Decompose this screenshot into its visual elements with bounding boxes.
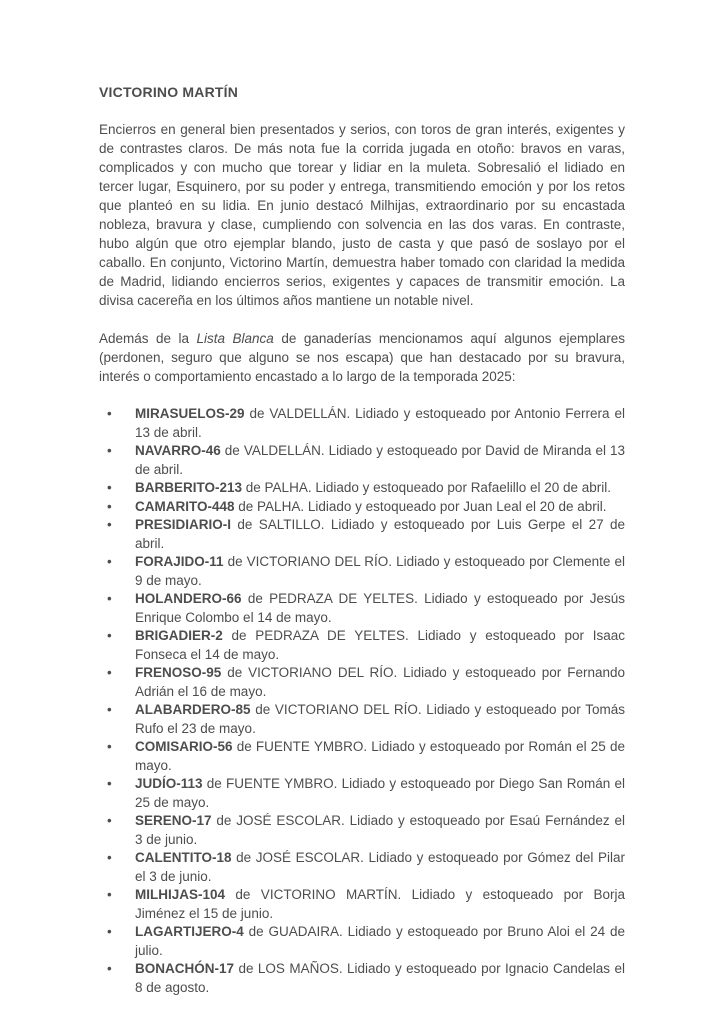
- bull-description: de JOSÉ ESCOLAR. Lidiado y estoqueado por Esaú Fernández el 3 de junio.: [135, 813, 625, 847]
- bull-description: de VICTORIANO DEL RÍO. Lidiado y estoqueado por Tomás Rufo el 23 de mayo.: [135, 702, 625, 736]
- paragraph2-text-before: Además de la: [99, 331, 197, 346]
- list-item: [107, 886, 625, 923]
- list-item: [107, 442, 625, 479]
- bull-name: COMISARIO-56: [135, 739, 233, 754]
- list-item: [107, 849, 625, 886]
- list-item: [107, 627, 625, 664]
- bull-description: de VALDELLÁN. Lidiado y estoqueado por Antonio Ferrera el 13 de abril.: [135, 406, 625, 440]
- bull-name: ALABARDERO-85: [135, 702, 251, 717]
- bull-description: de PEDRAZA DE YELTES. Lidiado y estoqueado por Jesús Enrique Colombo el 14 de mayo.: [135, 591, 625, 625]
- list-item: [107, 664, 625, 701]
- bull-description: de LOS MAÑOS. Lidiado y estoqueado por Ignacio Candelas el 8 de agosto.: [135, 961, 625, 995]
- bull-name: LAGARTIJERO-4: [135, 924, 244, 939]
- bull-name: NAVARRO-46: [135, 443, 221, 458]
- bull-description: de PALHA. Lidiado y estoqueado por Rafaelillo el 20 de abril.: [242, 480, 612, 495]
- bull-name: CALENTITO-18: [135, 850, 232, 865]
- bull-name: MIRASUELOS-29: [135, 406, 245, 421]
- list-item: [107, 479, 625, 498]
- bull-name: SERENO-17: [135, 813, 212, 828]
- list-item: [107, 923, 625, 960]
- bull-name: BRIGADIER-2: [135, 628, 223, 643]
- list-item: [107, 405, 625, 442]
- list-item: [107, 812, 625, 849]
- bull-description: de VALDELLÁN. Lidiado y estoqueado por David de Miranda el 13 de abril.: [135, 443, 625, 477]
- bull-name: HOLANDERO-66: [135, 591, 242, 606]
- bull-name: PRESIDIARIO-I: [135, 517, 232, 532]
- bull-name: MILHIJAS-104: [135, 887, 226, 902]
- bull-name: BARBERITO-213: [135, 480, 243, 495]
- bull-description: de GUADAIRA. Lidiado y estoqueado por Bruno Aloi el 24 de julio.: [135, 924, 625, 958]
- bull-list: [99, 405, 625, 997]
- list-item: [107, 590, 625, 627]
- bull-description: de PALHA. Lidiado y estoqueado por Juan Leal el 20 de abril.: [234, 498, 607, 514]
- list-item: [107, 960, 625, 997]
- bull-name: JUDÍO-113: [135, 776, 203, 791]
- list-item: [107, 553, 625, 590]
- bull-description: de JOSÉ ESCOLAR. Lidiado y estoqueado por Gómez del Pilar el 3 de junio.: [135, 850, 625, 884]
- bull-description: de FUENTE YMBRO. Lidiado y estoqueado por Diego San Román el 25 de mayo.: [135, 776, 625, 810]
- bull-description: de VICTORINO MARTÍN. Lidiado y estoqueado por Borja Jiménez el 15 de junio.: [135, 887, 625, 921]
- lista-blanca-paragraph: [99, 329, 625, 386]
- list-item: [107, 775, 625, 812]
- list-item: [107, 701, 625, 738]
- intro-paragraph: Encierros en general bien presentados y serios, con toros de gran interés, exigentes y de contrastes claros. De más nota fue la corrida jugada en otoño: bravos en varas, complicados y con mucho que torear y lidiar en la muleta. Sobresalió el lidiado en tercer lugar, Esquinero, por su poder y entrega, transmitiendo emoción y por los retos que planteó en su lidia. En junio destacó Milhijas, extraordinario por su encastada nobleza, bravura y clase, cumpliendo con solvencia en las dos varas. En contraste, hubo algún que otro ejemplar blando, justo de casta y que pasó de soslayo por el caballo. En conjunto, Victorino Martín, demuestra haber tomado con claridad la medida de Madrid, lidiando encierros serios, exigentes y capaces de transmitir emoción. La divisa cacereña en los últimos años mantiene un notable nivel.: [99, 122, 625, 308]
- bull-name: BONACHÓN-17: [135, 961, 235, 976]
- list-item: [107, 498, 625, 517]
- lista-blanca-italic-text: Lista Blanca: [196, 331, 274, 346]
- list-item: [107, 516, 625, 553]
- document-title: VICTORINO MARTÍN: [99, 84, 239, 100]
- bull-name: FORAJIDO-11: [135, 554, 224, 569]
- bull-description: de FUENTE YMBRO. Lidiado y estoqueado por Román el 25 de mayo.: [135, 739, 625, 773]
- list-item: [107, 738, 625, 775]
- paragraph2-text-after: de ganaderías mencionamos aquí algunos ejemplares (perdonen, seguro que alguno se nos escapa) que han destacado por su bravura, interés o comportamiento encastado a lo largo de la temporada 2025:: [99, 331, 625, 384]
- bull-name: CAMARITO-448: [135, 498, 235, 514]
- bull-description: de SALTILLO. Lidiado y estoqueado por Luis Gerpe el 27 de abril.: [135, 517, 625, 551]
- bull-description: de PEDRAZA DE YELTES. Lidiado y estoqueado por Isaac Fonseca el 14 de mayo.: [135, 628, 625, 662]
- bull-name: FRENOSO-95: [135, 665, 222, 680]
- bull-description: de VICTORIANO DEL RÍO. Lidiado y estoqueado por Clemente el 9 de mayo.: [135, 554, 625, 588]
- bull-description: de VICTORIANO DEL RÍO. Lidiado y estoqueado por Fernando Adrián el 16 de mayo.: [135, 665, 625, 699]
